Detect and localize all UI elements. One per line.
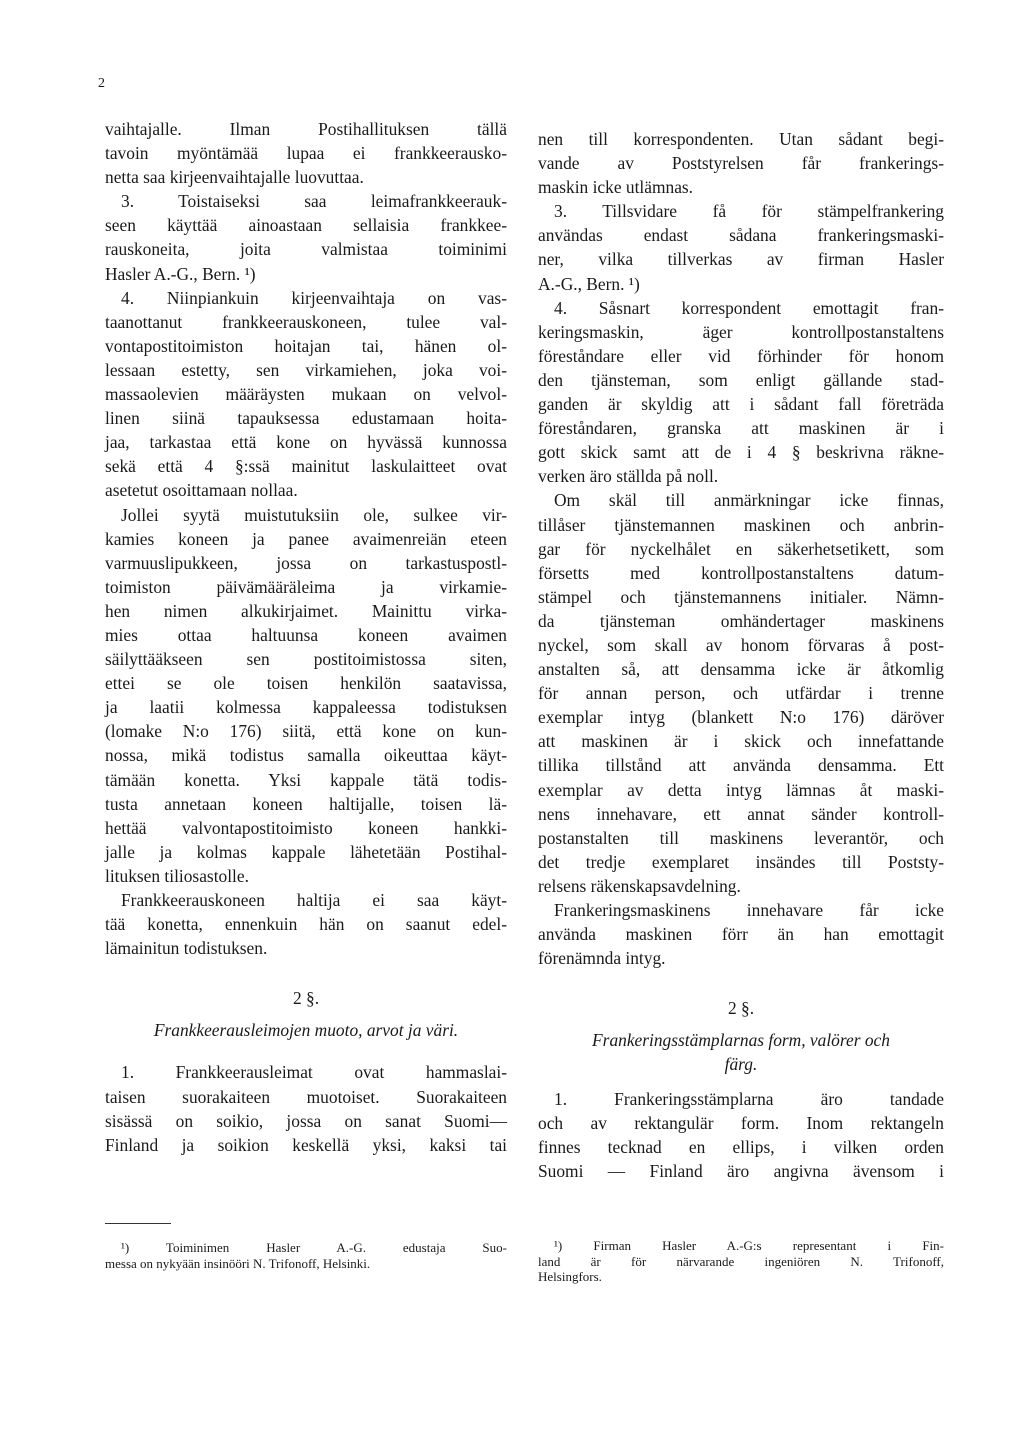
text-line: det tredje exemplaret insändes till Poststy- [538, 851, 944, 872]
text-line: användas endast sådana frankeringsmaski- [538, 225, 944, 246]
finnish-section-number: 2 §. [292, 988, 320, 1009]
text-line: tillika tillstånd att använda densamma. Ett [538, 755, 944, 776]
text-line: tillåser tjänstemannen maskinen och anbrin- [538, 514, 944, 535]
footnote-line: Helsingfors. [538, 1269, 602, 1284]
swedish-tail [538, 1087, 944, 1183]
footnote-line: ¹) Toiminimen Hasler A.-G. edustaja Suo- [121, 1240, 507, 1255]
footnote-line: messa on nykyään insinööri N. Trifonoff, Helsinki. [105, 1255, 371, 1271]
text-line: anstalten så, att densamma icke är åtkomlig [538, 659, 944, 680]
text-line: relsens räkenskapsavdelning. [538, 875, 741, 896]
text-line: netta saa kirjeenvaihtajalle luovuttaa. [105, 167, 364, 188]
text-line: da tjänsteman omhändertager maskinens [538, 610, 944, 631]
text-line: Frankeringsmaskinens innehavare får icke [554, 900, 944, 920]
text-line: varmuuslipukkeen, jossa on tarkastuspostl- [105, 552, 507, 573]
text-line: gott skick samt att de i 4 § beskrivna räkne- [538, 442, 944, 463]
page-number: 2 [98, 76, 105, 91]
text-line: tämään konetta. Yksi kappale tätä todis- [105, 769, 507, 790]
text-line: vaihtajalle. Ilman Postihallituksen tällä [105, 119, 507, 139]
text-line: massaolevien määräysten mukaan on velvol- [105, 384, 507, 405]
finnish-body [105, 117, 507, 960]
text-line: och av rektangulär form. Inom rektangeln [538, 1112, 944, 1133]
text-line: nyckel, som skall av honom förvaras å post- [538, 634, 944, 655]
footnote-rule [105, 1223, 171, 1224]
text-line: stämpel och tjänstemannens initialer. Nämn- [538, 586, 944, 607]
text-line: 1. Frankkeerausleimat ovat hammaslai- [121, 1062, 507, 1083]
text-line: 3. Toistaiseksi saa leimafrankkeerauk- [121, 191, 507, 212]
text-line: Om skäl till anmärkningar icke finnas, [554, 490, 944, 511]
text-line: 1. Frankeringsstämplarna äro tandade [554, 1088, 944, 1109]
text-line: kamies koneen ja panee avaimenreiän eteen [105, 528, 507, 549]
text-line: nossa, mikä todistus samalla oikeuttaa käyt- [105, 745, 507, 766]
text-line: tusta annetaan koneen haltijalle, toisen lä- [105, 793, 507, 814]
text-line: föreståndaren, granska att maskinen är i [538, 418, 944, 439]
text-line: försetts med kontrollpostanstaltens datum- [538, 562, 944, 583]
text-line: exemplar intyg (blankett N:o 176) däröver [538, 707, 944, 728]
finnish-tail [105, 1060, 507, 1156]
finnish-column [105, 117, 507, 1157]
text-line: säilyttääkseen sen postitoimistossa siten, [105, 649, 507, 670]
text-line: att maskinen är i skick och innefattande [538, 731, 944, 752]
swedish-body [538, 127, 944, 970]
text-line: verken äro ställda på noll. [538, 466, 719, 487]
text-line: Frankkeerauskoneen haltija ei saa käyt- [121, 890, 507, 910]
footnote-line: land är för närvarande ingeniören N. Trifonoff, [538, 1253, 944, 1269]
text-line: (lomake N:o 176) siitä, että kone on kun- [105, 721, 507, 742]
text-line: Hasler A.-G., Bern. ¹) [105, 263, 256, 284]
text-line: 4. Niinpiankuin kirjeenvaihtaja on vas- [121, 287, 507, 308]
text-line: postanstalten till maskinens leverantör, och [538, 827, 944, 848]
swedish-section-heading-2: färg. [724, 1054, 758, 1075]
text-line: 4. Såsnart korrespondent emottagit fran- [554, 297, 944, 318]
text-line: asetetut osoittamaan nollaa. [105, 480, 298, 501]
swedish-section-heading-1: Frankeringsstämplarnas form, valörer och [592, 1030, 890, 1051]
text-line: jalle ja kolmas kappale lähetetään Postihal- [105, 841, 507, 862]
text-line: lessaan estetty, sen virkamiehen, joka voi- [105, 359, 507, 380]
swedish-column [538, 127, 944, 1183]
finnish-footnote [105, 1240, 507, 1271]
text-line: rauskoneita, joita valmistaa toiminimi [105, 239, 507, 260]
text-line: den tjänsteman, som enligt gällande stad- [538, 369, 944, 390]
text-line: mies ottaa haltuunsa koneen avaimen [105, 624, 507, 645]
text-line: sekä että 4 §:ssä mainitut laskulaitteet ovat [105, 456, 507, 477]
text-line: taanottanut frankkeerauskoneen, tulee val- [105, 311, 507, 332]
text-line: tavoin myöntämää lupaa ei frankkeerausko- [105, 143, 507, 164]
text-line: linen siinä tapauksessa edustamaan hoita- [105, 408, 507, 429]
footnote-line: ¹) Firman Hasler A.-G:s representant i Fin- [554, 1238, 944, 1253]
text-line: Jollei syytä muistutuksiin ole, sulkee vir- [121, 504, 507, 525]
text-line: jaa, tarkastaa että kone on hyvässä kunnossa [105, 432, 507, 453]
text-line: nens innehavare, ett annat sänder kontroll- [538, 803, 944, 824]
text-line: A.-G., Bern. ¹) [538, 273, 640, 294]
swedish-section-number: 2 §. [727, 998, 755, 1019]
text-line: taisen suorakaiteen muotoiset. Suorakaiteen [105, 1086, 507, 1107]
finnish-section-heading: Frankkeerausleimojen muoto, arvot ja väri. [153, 1020, 459, 1041]
text-line: maskin icke utlämnas. [538, 177, 694, 198]
text-line: vande av Poststyrelsen får frankerings- [538, 153, 944, 174]
text-line: ja laatii kolmessa kappaleessa todistuksen [105, 697, 507, 718]
text-line: förenämnda intyg. [538, 948, 666, 969]
text-line: nen till korrespondenten. Utan sådant begi- [538, 129, 944, 149]
text-line: exemplar av detta intyg lämnas åt maski- [538, 779, 944, 800]
text-line: föreståndare eller vid förhinder för honom [538, 345, 944, 366]
text-line: toimiston päivämääräleima ja virkamie- [105, 576, 507, 597]
text-line: ettei se ole toisen henkilön saatavissa, [105, 673, 507, 694]
text-line: tää konetta, ennenkuin hän on saanut edel- [105, 914, 507, 935]
text-line: gar för nyckelhålet en säkerhetsetikett, som [538, 538, 944, 559]
text-line: för annan person, och utfärdar i trenne [538, 683, 944, 704]
text-line: finnes tecknad en ellips, i vilken orden [538, 1136, 944, 1157]
text-line: vontapostitoimiston hoitajan tai, hänen ol- [105, 335, 507, 356]
text-line: hettää valvontapostitoimisto koneen hankki- [105, 817, 507, 838]
swedish-footnote [538, 1238, 944, 1285]
text-line: Finland ja soikion keskellä yksi, kaksi tai [105, 1134, 507, 1155]
text-line: hen nimen alkukirjaimet. Mainittu virka- [105, 600, 507, 621]
text-line: lämainitun todistuksen. [105, 938, 268, 959]
text-line: ganden är skyldig att i sådant fall företräda [538, 394, 944, 415]
text-line: lituksen tiliosastolle. [105, 865, 249, 886]
text-line: seen käyttää ainoastaan sellaisia frankkee- [105, 215, 507, 236]
text-line: använda maskinen förr än han emottagit [538, 924, 944, 945]
text-line: keringsmaskin, äger kontrollpostanstaltens [538, 321, 944, 342]
text-line: sisässä on soikio, jossa on sanat Suomi— [105, 1110, 507, 1131]
text-line: 3. Tillsvidare få för stämpelfrankering [554, 201, 944, 222]
text-line: Suomi — Finland äro angivna ävensom i [538, 1160, 944, 1181]
text-line: ner, vilka tillverkas av firman Hasler [538, 249, 944, 270]
